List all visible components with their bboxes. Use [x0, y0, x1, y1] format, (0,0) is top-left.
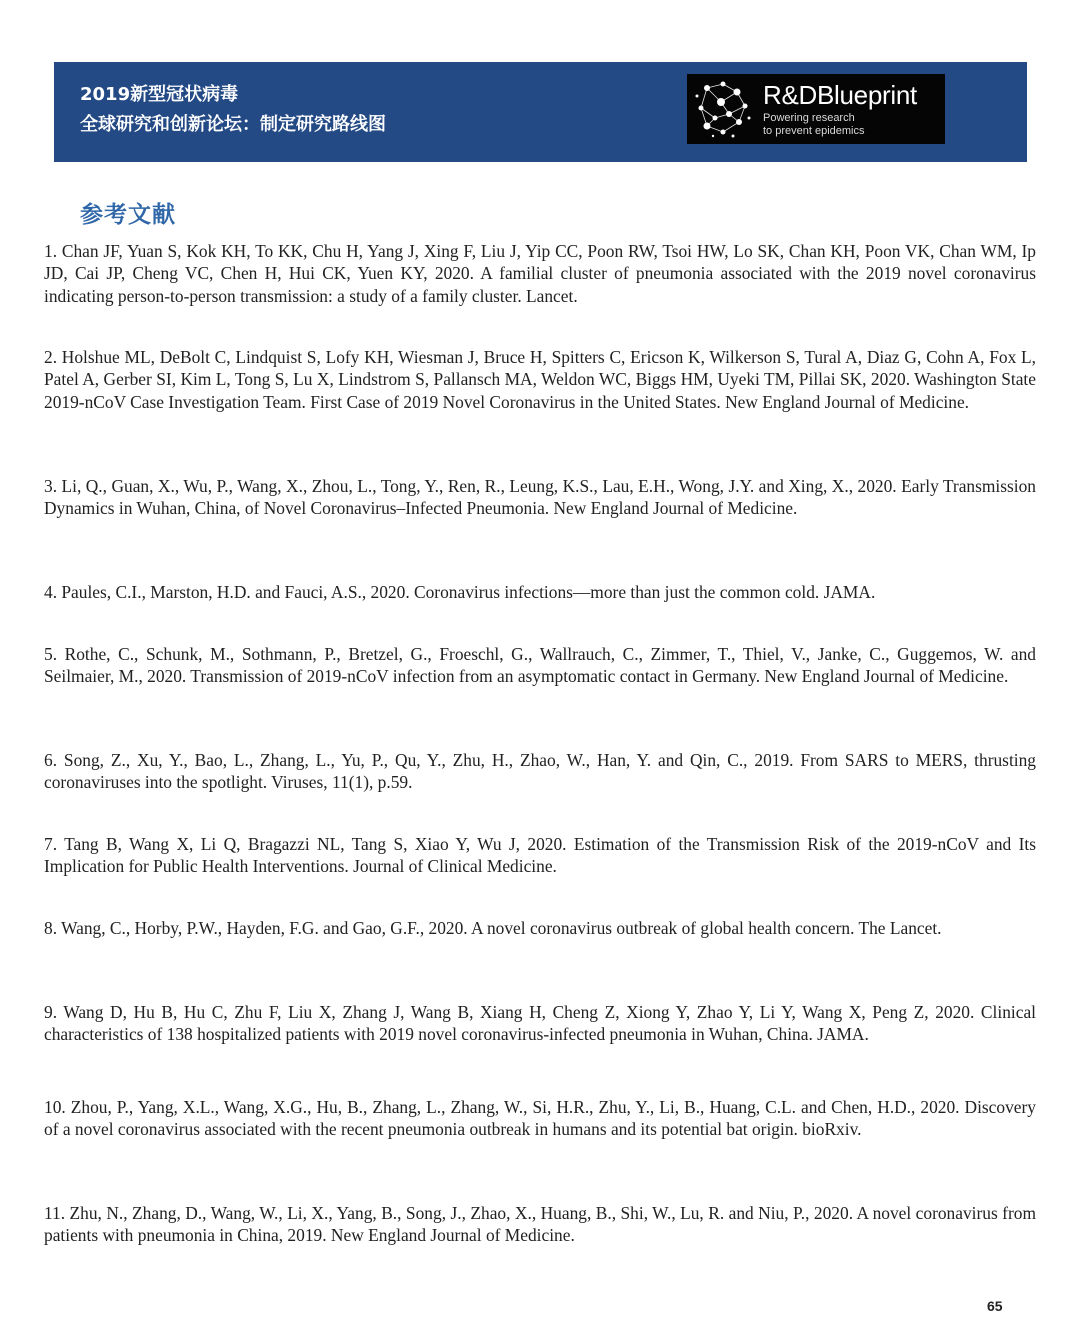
reference-item: 1. Chan JF, Yuan S, Kok KH, To KK, Chu H, Yang J, Xing F, Liu J, Yip CC, Poon RW, Tsoi HW, Lo SK, Chan KH, Poon VK, Chan WM, Ip JD, Cai JP, Cheng VC, Chen H, Hui CK, Yuen KY, 2020. A familial cluster of pneumonia associated with the 2019 novel coronavirus indicating person-to-person transmission: a study of a family cluster. Lancet.: [44, 241, 1036, 306]
logo-tagline-line1: Powering research: [763, 112, 855, 124]
rd-blueprint-logo: [687, 74, 945, 144]
header-title-line1: 2019新型冠状病毒: [80, 84, 239, 105]
section-title: 参考文献: [80, 202, 176, 228]
reference-item: 4. Paules, C.I., Marston, H.D. and Fauci, A.S., 2020. Coronavirus infections—more than just the common cold. JAMA.: [44, 582, 876, 602]
reference-item: 2. Holshue ML, DeBolt C, Lindquist S, Lofy KH, Wiesman J, Bruce H, Spitters C, Ericson K, Wilkerson S, Tural A, Diaz G, Cohn A, Fox L, Patel A, Gerber SI, Kim L, Tong S, Lu X, Lindstrom S, Pallansch MA, Weldon WC, Biggs HM, Uyeki TM, Pillai SK, 2020. Washington State 2019-nCoV Case Investigation Team. First Case of 2019 Novel Coronavirus in the United States. New England Journal of Medicine.: [44, 347, 1036, 412]
reference-item: 7. Tang B, Wang X, Li Q, Bragazzi NL, Tang S, Xiao Y, Wu J, 2020. Estimation of the Transmission Risk of the 2019-nCoV and Its Implication for Public Health Interventions. Journal of Clinical Medicine.: [44, 834, 1036, 877]
header-title: [80, 80, 386, 140]
reference-item: 5. Rothe, C., Schunk, M., Sothmann, P., Bretzel, G., Froeschl, G., Wallrauch, C., Zimmer, T., Thiel, V., Janke, C., Guggemos, W. and Seilmaier, M., 2020. Transmission of 2019-nCoV infection from an asymptomatic contact in Germany. New England Journal of Medicine.: [44, 644, 1036, 687]
header-banner: [54, 62, 1027, 162]
reference-item: 6. Song, Z., Xu, Y., Bao, L., Zhang, L., Yu, P., Qu, Y., Zhu, H., Zhao, W., Han, Y. and Qin, C., 2019. From SARS to MERS, thrusting coronaviruses into the spotlight. Viruses, 11(1), p.59.: [44, 750, 1036, 793]
reference-item: 3. Li, Q., Guan, X., Wu, P., Wang, X., Zhou, L., Tong, Y., Ren, R., Leung, K.S., Lau, E.H., Wong, J.Y. and Xing, X., 2020. Early Transmission Dynamics in Wuhan, China, of Novel Coronavirus–Infected Pneumonia. New England Journal of Medicine.: [44, 476, 1036, 519]
reference-item: 11. Zhu, N., Zhang, D., Wang, W., Li, X., Yang, B., Song, J., Zhao, X., Huang, B., Shi, W., Lu, R. and Niu, P., 2020. A novel coronavirus from patients with pneumonia in China, 2019. New England Journal of Medicine.: [44, 1203, 1036, 1246]
page-number: 65: [987, 1298, 1003, 1314]
logo-brand: R&DBlueprint: [763, 80, 917, 110]
network-dots-icon: [693, 78, 755, 140]
reference-item: 10. Zhou, P., Yang, X.L., Wang, X.G., Hu, B., Zhang, L., Zhang, W., Si, H.R., Zhu, Y., Li, B., Huang, C.L. and Chen, H.D., 2020. Discovery of a novel coronavirus associated with the recent pneumonia outbreak in humans and its potential bat origin. bioRxiv.: [44, 1097, 1036, 1140]
logo-tagline-line2: to prevent epidemics: [763, 125, 865, 137]
reference-item: 8. Wang, C., Horby, P.W., Hayden, F.G. and Gao, G.F., 2020. A novel coronavirus outbreak of global health concern. The Lancet.: [44, 918, 942, 938]
reference-item: 9. Wang D, Hu B, Hu C, Zhu F, Liu X, Zhang J, Wang B, Xiang H, Cheng Z, Xiong Y, Zhao Y, Li Y, Wang X, Peng Z, 2020. Clinical characteristics of 138 hospitalized patients with 2019 novel coronavirus-infected pneumonia in Wuhan, China. JAMA.: [44, 1002, 1036, 1045]
header-title-line2: 全球研究和创新论坛：制定研究路线图: [80, 114, 386, 135]
logo-tagline: [763, 112, 941, 138]
